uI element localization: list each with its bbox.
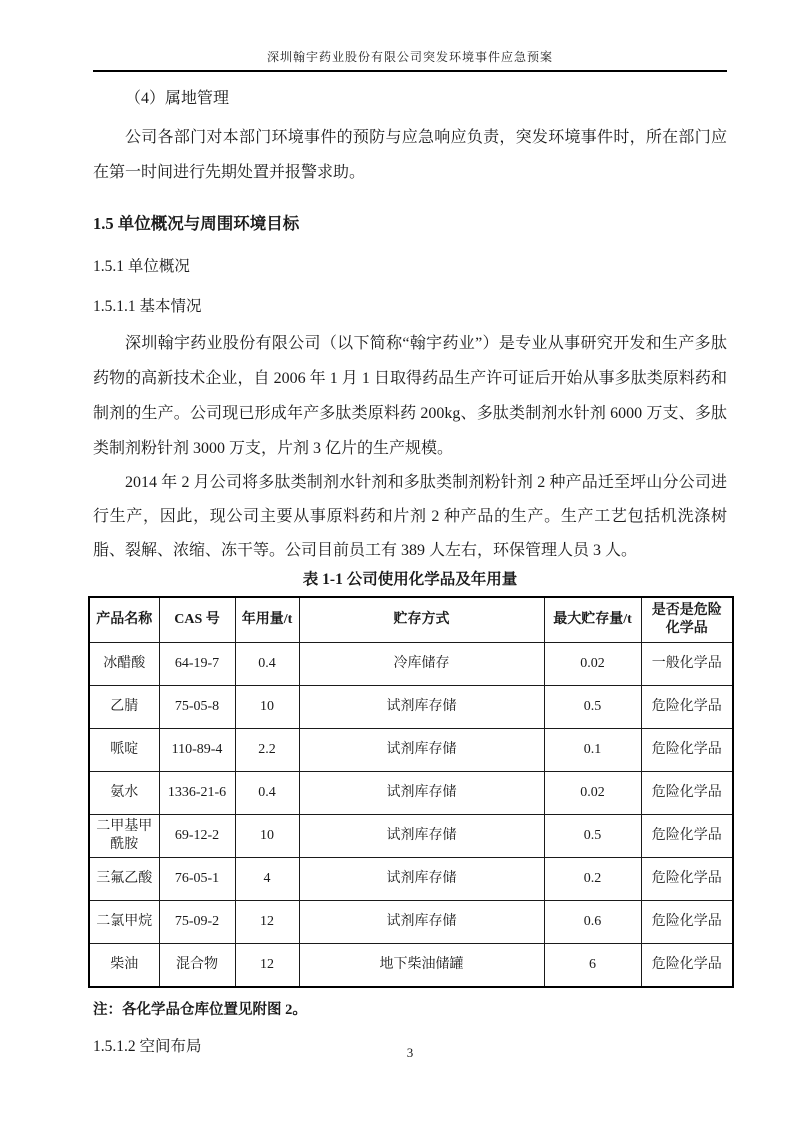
table-cell: 2.2 xyxy=(235,729,299,772)
table-body xyxy=(89,643,733,988)
col-header-annual-usage: 年用量/t xyxy=(235,597,299,643)
table-cell: 柴油 xyxy=(89,944,159,988)
table-row xyxy=(89,729,733,772)
table-note: 注：各化学品仓库位置见附图 2。 xyxy=(93,1002,307,1018)
section-heading-1-5-1: 1.5.1 单位概况 xyxy=(93,258,190,275)
table-cell: 0.4 xyxy=(235,772,299,815)
table-row xyxy=(89,643,733,686)
table-cell: 12 xyxy=(235,944,299,988)
table-cell: 76-05-1 xyxy=(159,858,235,901)
table-caption: 表 1-1 公司使用化学品及年用量 xyxy=(302,571,518,588)
section-heading-1-5-1-1: 1.5.1.1 基本情况 xyxy=(93,298,202,315)
table-row xyxy=(89,858,733,901)
table-cell: 0.5 xyxy=(544,815,641,858)
table-cell: 6 xyxy=(544,944,641,988)
table-cell: 试剂库存储 xyxy=(299,686,544,729)
table-cell: 哌啶 xyxy=(89,729,159,772)
table-row xyxy=(89,686,733,729)
table-cell: 试剂库存储 xyxy=(299,858,544,901)
table-row xyxy=(89,772,733,815)
table-cell: 110-89-4 xyxy=(159,729,235,772)
table-cell: 69-12-2 xyxy=(159,815,235,858)
page-content xyxy=(93,84,727,1060)
paragraph-2014-relocation: 2014 年 2 月公司将多肽类制剂水针剂和多肽类制剂粉针剂 2 种产品迁至坪山分公司进行生产，因此，现公司主要从事原料药和片剂 2 种产品的生产。生产工艺包括机洗涤树脂、裂解、浓缩、冻干等。公司目前员工有 389 人左右，环保管理人员 3 人。 xyxy=(93,474,727,559)
page-footer xyxy=(93,1044,727,1062)
header-rule xyxy=(93,70,727,72)
table-cell: 试剂库存储 xyxy=(299,815,544,858)
col-header-storage-method: 贮存方式 xyxy=(299,597,544,643)
table-cell: 0.2 xyxy=(544,858,641,901)
table-cell: 氨水 xyxy=(89,772,159,815)
table-cell: 75-05-8 xyxy=(159,686,235,729)
table-head xyxy=(89,597,733,643)
col-header-cas-number: CAS 号 xyxy=(159,597,235,643)
table-cell: 0.4 xyxy=(235,643,299,686)
table-cell: 地下柴油储罐 xyxy=(299,944,544,988)
section-heading-1-5: 1.5 单位概况与周围环境目标 xyxy=(93,214,300,233)
col-header-max-storage: 最大贮存量/t xyxy=(544,597,641,643)
table-cell: 试剂库存储 xyxy=(299,901,544,944)
table-cell: 危险化学品 xyxy=(641,944,733,988)
table-cell: 12 xyxy=(235,901,299,944)
table-cell: 危险化学品 xyxy=(641,772,733,815)
col-header-product-name: 产品名称 xyxy=(89,597,159,643)
table-cell: 0.02 xyxy=(544,643,641,686)
table-cell: 试剂库存储 xyxy=(299,729,544,772)
col-header-hazardous-flag: 是否是危险化学品 xyxy=(641,597,733,643)
table-cell: 一般化学品 xyxy=(641,643,733,686)
table-cell: 三氟乙酸 xyxy=(89,858,159,901)
paragraph-responsibility: 公司各部门对本部门环境事件的预防与应急响应负责，突发环境事件时，所在部门应在第一时间进行先期处置并报警求助。 xyxy=(93,129,727,181)
table-cell: 二甲基甲酰胺 xyxy=(89,815,159,858)
table-cell: 危险化学品 xyxy=(641,729,733,772)
table-cell: 试剂库存储 xyxy=(299,772,544,815)
page-header xyxy=(0,0,800,72)
section-heading-1-5-1-2: 1.5.1.2 空间布局 xyxy=(93,1038,202,1055)
table-cell: 危险化学品 xyxy=(641,858,733,901)
table-cell: 危险化学品 xyxy=(641,815,733,858)
table-cell: 0.02 xyxy=(544,772,641,815)
page-number: 3 xyxy=(406,1045,414,1060)
table-cell: 冷库储存 xyxy=(299,643,544,686)
table-cell: 1336-21-6 xyxy=(159,772,235,815)
table-cell: 75-09-2 xyxy=(159,901,235,944)
table-cell: 64-19-7 xyxy=(159,643,235,686)
table-cell: 0.1 xyxy=(544,729,641,772)
table-cell: 0.6 xyxy=(544,901,641,944)
running-header-title: 深圳翰宇药业股份有限公司突发环境事件应急预案 xyxy=(266,50,553,64)
table-cell: 危险化学品 xyxy=(641,901,733,944)
table-header-row xyxy=(89,597,733,643)
chemicals-table xyxy=(88,596,734,988)
table-row xyxy=(89,901,733,944)
table-row xyxy=(89,944,733,988)
item-4-heading: （4）属地管理 xyxy=(125,90,230,107)
table-cell: 冰醋酸 xyxy=(89,643,159,686)
table-cell: 10 xyxy=(235,686,299,729)
table-cell: 4 xyxy=(235,858,299,901)
table-cell: 危险化学品 xyxy=(641,686,733,729)
table-cell: 10 xyxy=(235,815,299,858)
table-cell: 0.5 xyxy=(544,686,641,729)
table-row xyxy=(89,815,733,858)
table-cell: 二氯甲烷 xyxy=(89,901,159,944)
table-cell: 混合物 xyxy=(159,944,235,988)
paragraph-company-overview: 深圳翰宇药业股份有限公司（以下简称“翰宇药业”）是专业从事研究开发和生产多肽药物的高新技术企业，自 2006 年 1 月 1 日取得药品生产许可证后开始从事多肽类原料药和制剂的生产。公司现已形成年产多肽类原料药 200kg、多肽类制剂水针剂 6000 万支、多肽类制剂粉针剂 3000 万支，片剂 3 亿片的生产规模。 xyxy=(93,335,727,457)
table-cell: 乙腈 xyxy=(89,686,159,729)
